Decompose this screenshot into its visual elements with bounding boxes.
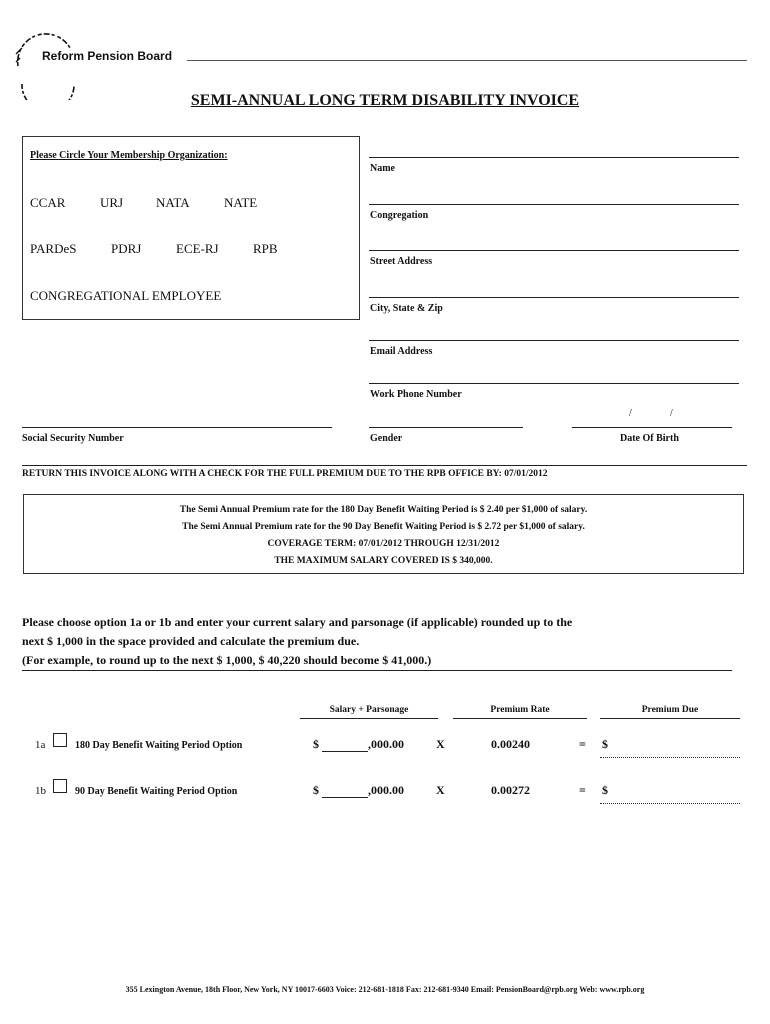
dob-line[interactable]	[572, 427, 732, 428]
option-1b-rate: 0.00272	[491, 783, 530, 797]
work-phone-line[interactable]	[369, 383, 739, 384]
option-1b-checkbox[interactable]	[53, 779, 67, 793]
congregation-label: Congregation	[370, 210, 429, 221]
option-1b-number: 1b	[35, 785, 46, 797]
name-label: Name	[370, 163, 395, 174]
col-premium-rate: Premium Rate	[490, 705, 550, 715]
email-label: Email Address	[370, 346, 433, 357]
option-1a-equals: =	[579, 737, 586, 751]
col-due-rule	[600, 718, 740, 719]
option-1b-times: X	[436, 783, 445, 797]
membership-heading: Please Circle Your Membership Organization:	[30, 150, 228, 161]
option-1b-label: 90 Day Benefit Waiting Period Option	[75, 786, 238, 797]
option-1a-rate: 0.00240	[491, 737, 530, 751]
option-1a-number: 1a	[35, 739, 46, 751]
ssn-line[interactable]	[22, 427, 332, 428]
ssn-label: Social Security Number	[22, 433, 124, 444]
coverage-term: COVERAGE TERM: 07/01/2012 THROUGH 12/31/2012	[267, 539, 500, 549]
col-salary-rule	[300, 718, 438, 719]
col-rate-rule	[453, 718, 587, 719]
option-1b-salary-input[interactable]	[322, 797, 368, 798]
org-pdrj[interactable]: PDRJ	[111, 241, 142, 256]
rate-180-day: The Semi Annual Premium rate for the 180 Day Benefit Waiting Period is $ 2.40 per $1,000 of salary.	[179, 505, 588, 515]
instruction-line-2: next $ 1,000 in the space provided and calculate the premium due.	[22, 634, 360, 648]
option-1b-equals: =	[579, 783, 586, 797]
instruction-rule	[22, 670, 732, 671]
org-ccar[interactable]: CCAR	[30, 195, 66, 210]
option-1b-due-dollar: $	[602, 783, 608, 797]
return-rule	[22, 465, 747, 466]
street-address-label: Street Address	[370, 256, 433, 267]
dob-separator: /	[670, 408, 673, 419]
option-1b-dollar: $	[313, 783, 319, 797]
instruction-line-1: Please choose option 1a or 1b and enter your current salary and parsonage (if applicable) rounded up to the	[22, 615, 573, 629]
option-1b-amount: ,000.00	[368, 783, 404, 797]
city-state-zip-line[interactable]	[369, 297, 739, 298]
org-pardes[interactable]: PARDeS	[30, 241, 77, 256]
option-1a-checkbox[interactable]	[53, 733, 67, 747]
gender-label: Gender	[370, 433, 403, 444]
org-urj[interactable]: URJ	[100, 195, 124, 210]
city-state-zip-label: City, State & Zip	[370, 303, 443, 314]
org-ece-rj[interactable]: ECE-RJ	[176, 241, 219, 256]
logo-name: Reform Pension Board	[42, 49, 173, 63]
option-1a-amount: ,000.00	[368, 737, 404, 751]
street-address-line[interactable]	[369, 250, 739, 251]
return-notice: RETURN THIS INVOICE ALONG WITH A CHECK FOR THE FULL PREMIUM DUE TO THE RPB OFFICE BY: 07/01/2012	[22, 469, 548, 479]
col-premium-due: Premium Due	[641, 705, 699, 715]
name-line[interactable]	[369, 157, 739, 158]
congregation-line[interactable]	[369, 204, 739, 205]
rate-90-day: The Semi Annual Premium rate for the 90 Day Benefit Waiting Period is $ 2.72 per $1,000 of salary.	[182, 522, 585, 532]
option-1a-dollar: $	[313, 737, 319, 751]
option-1a-label: 180 Day Benefit Waiting Period Option	[75, 740, 243, 751]
page-title: SEMI-ANNUAL LONG TERM DISABILITY INVOICE	[190, 92, 580, 109]
work-phone-label: Work Phone Number	[370, 389, 462, 400]
instruction-line-3: (For example, to round up to the next $ 1,000, $ 40,220 should become $ 41,000.)	[22, 653, 432, 667]
option-1a-salary-input[interactable]	[322, 751, 368, 752]
header-rule	[187, 60, 747, 61]
gender-line[interactable]	[369, 427, 523, 428]
option-1a-times: X	[436, 737, 445, 751]
org-nate[interactable]: NATE	[224, 195, 258, 210]
email-line[interactable]	[369, 340, 739, 341]
dob-separator: /	[629, 408, 632, 419]
org-rpb[interactable]: RPB	[253, 241, 278, 256]
col-salary-parsonage: Salary + Parsonage	[329, 705, 409, 715]
dob-label: Date Of Birth	[620, 433, 679, 444]
reform-pension-board-logo	[8, 28, 88, 100]
maximum-salary: THE MAXIMUM SALARY COVERED IS $ 340,000.	[274, 556, 493, 566]
org-nata[interactable]: NATA	[156, 195, 190, 210]
option-1b-due-input[interactable]	[600, 803, 740, 804]
footer-contact: 355 Lexington Avenue, 18th Floor, New York, NY 10017-6603 Voice: 212-681-1818 Fax: 212-681-9340 Email: PensionBoard@rpb.org Web: www.rpb.org	[125, 985, 645, 994]
option-1a-due-dollar: $	[602, 737, 608, 751]
org-congregational-employee[interactable]: CONGREGATIONAL EMPLOYEE	[30, 288, 222, 303]
option-1a-due-input[interactable]	[600, 757, 740, 758]
